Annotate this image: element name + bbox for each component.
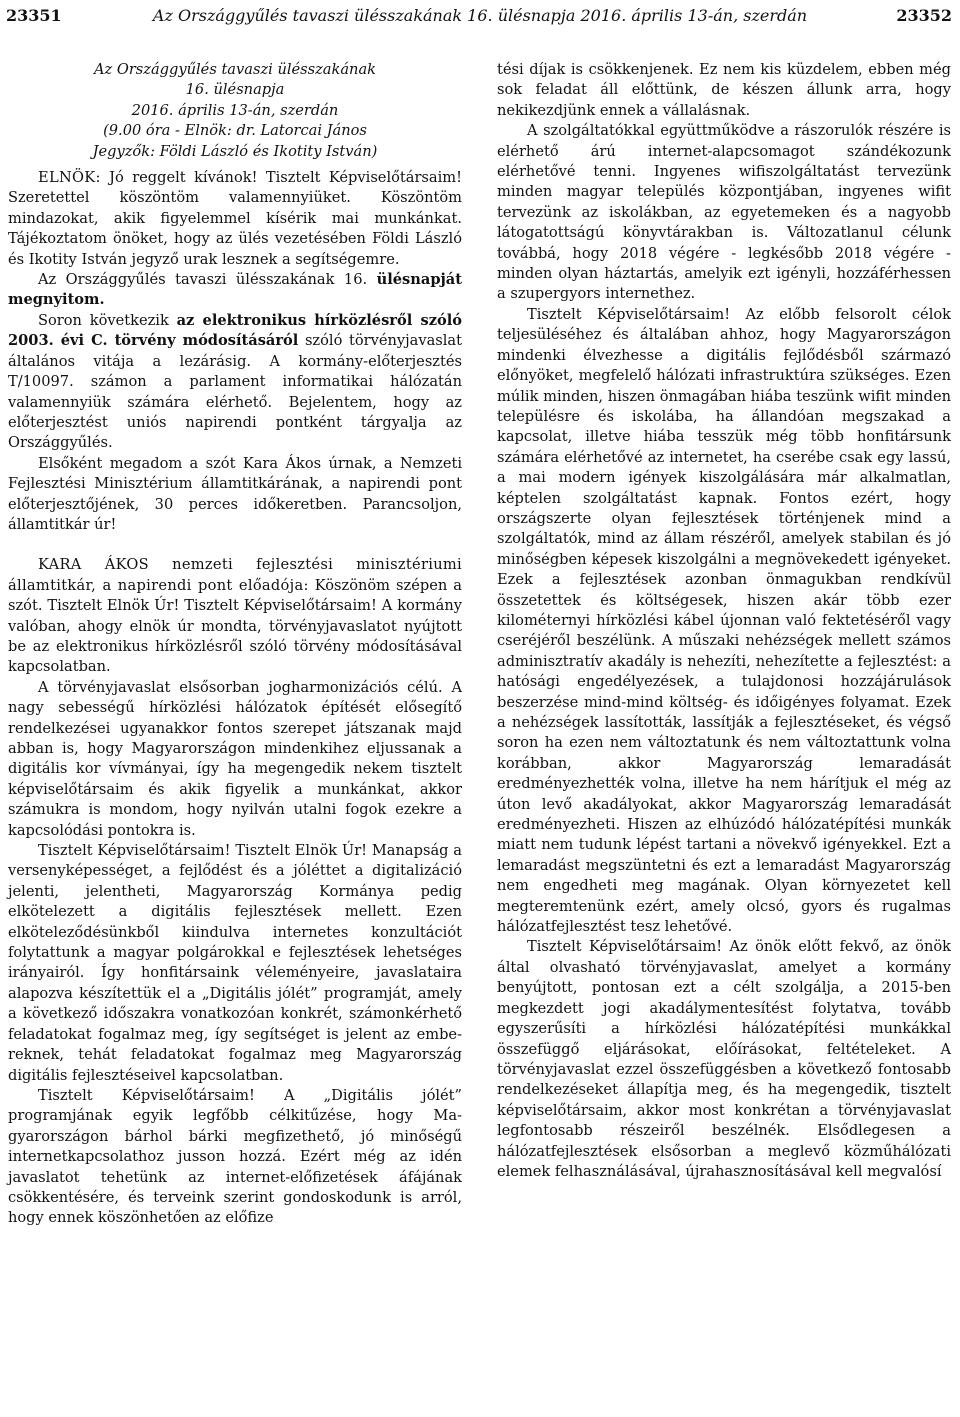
- paragraph-text: szóló törvényjavaslat általános vitája a lezárásig. A kormány-előterjesztés T/10097. számon a parlament informatikai hálózatán valamennyiük számára elérhető. Bejelentem, hogy az előterjesztést uniós napirendi pontként tárgyalja az Országgyűlés.: [8, 332, 463, 452]
- paragraph: A szolgáltatókkal együttműködve a rászorulók részére is elérhető árú internet-alapcsomagot szándékozunk elérhetővé tenni. Ingyenes wifiszolgáltatást tervezünk minden magyar település központjában, ingyenes wifit tervezünk az iskolákban, az egyetemeken és a nagyobb látogatottságú könyvtárakban is. Változatlanul célunk továbbá, hogy 2018 végére - legkésőbb 2018 végére - minden olyan háztartás, amelyik ezt igényli, hozzáférhessen a szupergyors internethez.: [497, 122, 951, 303]
- paragraph-text: Jó reggelt kívánok! Tisztelt Képviselőtársaim! Szeretettel köszöntöm valamennyiüket. Köszöntöm mindazokat, akik figyelemmel kísérik mai munkánkat. Tájékoztatom önöket, hogy az ülés vezetésében Földi László és Ikotity István jegyző urak lesznek a segítségemre.: [8, 169, 462, 268]
- paragraph: Tisztelt Képviselőtársaim! Az önök előtt fekvő, az önök által olvasható törvényjavaslat, amelyet a kormány benyújtott, pontosan ezt a célt szolgálja, a 2015-ben megkezdett jogi akadálymentesítést folytatva, tovább egyszerűsíti a hírközlési hálózatépítési munkákkal összefüggő eljárásokat, előírásokat, feltételeket. A törvényjavaslat ezzel összefüggésben a következő fontosabb rendelkezéseket állapítja meg, és ha megengedik, tisztelt képviselőtársaim, akkor most konkrétan a törvényjavaslat legfontosabb részeiről beszélnék. Elsődlegesen a hálózatfejlesztések elsősorban a meglevő közműhálózati elemek felhasználásával, újrahasznosításával kell megvalósí: [497, 938, 951, 1180]
- agenda-item-title: az elektronikus hírközlésről szóló 2003. évi C. törvény módosításáról: [8, 311, 462, 350]
- paragraph: [8, 555, 462, 677]
- session-heading: [8, 60, 462, 162]
- session-line: Az Országgyűlés tavaszi ülésszakának: [94, 61, 376, 78]
- page-number-right: 23352: [896, 6, 952, 25]
- paragraph: [8, 311, 462, 454]
- session-line: (9.00 óra - Elnök: dr. Latorcai János: [103, 122, 367, 140]
- session-line: 2016. április 13-án, szerdán: [131, 101, 339, 119]
- left-column: [8, 60, 462, 1229]
- bold-text: ülésnapját megnyitom.: [8, 271, 462, 309]
- session-line: 16. ülésnapja: [185, 81, 285, 99]
- page-header: [0, 0, 960, 28]
- running-title: Az Országgyűlés tavaszi ülésszakának 16. ülésnapja 2016. április 13-án, szerdán: [152, 6, 808, 25]
- paragraph: Tisztelt Képviselőtársaim! A „Digitális jólét” programjának egyik legfőbb célkitűzése, hogy Magyarországon bárhol bárki megfizethető, jó minőségű internetkapcsolathoz jusson hozzá. Ezért még az idén javaslatot tehetünk az internet-előfizetések áfájának csökkentésére, és terveink szerint gondoskodunk is arról, hogy ennek köszönhetően az előfize: [8, 1086, 462, 1227]
- speaker-label: KARA ÁKOS nemzeti fejlesztési minisztériumi államtitkár, a napirendi pont előadója:: [8, 556, 462, 594]
- paragraph-text: Az Országgyűlés tavaszi ülésszakának 16.: [38, 271, 377, 289]
- right-column: [497, 60, 951, 1182]
- paragraph: [8, 168, 462, 270]
- page-number-left: 23351: [6, 6, 62, 25]
- paragraph: Tisztelt Képviselőtársaim! Az előbb felsorolt célok teljesüléséhez és általában ahhoz, hogy Magyarországon mindenki élvezhesse a digitális fejlődésből származó előnyöket, megfelelő hálózati infrastruktúra szükséges. Ezen múlik minden, hiszen önmagában hiába teszünk wifit minden településre és iskolába, ha állandóan megszakad a kapcsolat, illetve hiába tesszük még több honfitársunk számára elérhetővé az internetet, ha cserébe csak egy lassú, a mai modern igények kiszolgálására már alkalmatlan, képtelen szolgáltatást kapnak. Fontos ezért, hogy országszerte olyan fejlesztések történjenek mind a szolgáltatók, mind az állam részéről, amelyek stabilan és jó minőségben képesek kiszolgálni a megnövekedett igényeket. Ezek a fejlesztések azonban önmagukban rendkívül összetettek és költségesek, hiszen akár több ezer kilométernyi hírközlési kábel újonnan való fektetéséről vagy cseréjéről beszélünk. A műszaki nehézségek mellett számos adminisztratív akadály is nehezíti, nehezítette a fejlesztést: a hatósági engedélyezések, a tulajdonosi hozzájárulások beszerzése mind-mind költség- és időigényes folyamat. Ezek a nehézségek lassították, lassítják a fejlesztéseket, és végső soron ha ezen nem változtatunk és nem változtattunk volna korábban, akkor Magyarország lemaradását eredményezhették volna, illetve ha nem hárítjuk el még az úton levő akadályokat, akkor Magyarország lemaradását eredményezheti. Hiszen az elhúzódó hálózatépítési munkák miatt nem tudunk lépést tartani a növekvő igényekkel. Ezt a lemaradást megszüntetni és ezt a lemaradást Magyarország nem engedheti meg magának. Olyan környezetet kell megteremtenünk ezért, amely olcsó, gyors és rugalmas hálózatfejlesztést tesz lehetővé.: [497, 305, 951, 936]
- paragraph: tési díjak is csökkenjenek. Ez nem kis küzdelem, ebben még sok feladat áll előttünk, de készen állunk arra, hogy nekikezdjünk ennek a vállalásnak.: [497, 61, 951, 119]
- paragraph: [8, 270, 462, 311]
- paragraph: Tisztelt Képviselőtársaim! Tisztelt Elnök Úr! Manapság a versenyképességet, a fejlődést és a jóléttet a digitalizáció jelenti, jelentheti, Magyarország Kormánya pedig elkötelezett a digitális fejlesztések mellett. Ezen elköteleződésünkből kiindulva internetes konzultációt folytattunk a magyar polgárokkal e fejlesztések lehetséges irányairól. Így honfitársaink véleményeire, javaslataira alapozva készítettük el a „Digitális jólét” programját, amely a következő időszakra vonatkozóan konkrét, számonkérhető feladatokat fogalmaz meg, így segítséget is jelent az embereknek, tehát feladatokat fogalmaz meg Magyarország digitális fejlesztéseivel kapcsolatban.: [8, 842, 462, 1084]
- paragraph-text: Soron következik: [38, 311, 177, 329]
- paragraph-text: Köszönöm szépen a szót. Tisztelt Elnök Úr! Tisztelt Képviselőtársaim! A kormány valóban, ahogy elnök úr mondta, törvényjavaslatot nyújtott be az elektronikus hírközlésről szóló törvény módosításával kapcsolatban.: [8, 576, 462, 676]
- session-line: Jegyzők: Földi László és Ikotity István): [92, 142, 378, 160]
- speaker-label: ELNÖK:: [38, 169, 101, 187]
- paragraph: Elsőként megadom a szót Kara Ákos úrnak, a Nemzeti Fejlesztési Minisztérium államtitkárának, a napirendi pont előterjesztőjének, 30 perces időkeretben. Parancsoljon, államtitkár úr!: [8, 454, 462, 533]
- paragraph: A törvényjavaslat elsősorban jogharmonizációs célú. A nagy sebességű hírközlési hálózatok építését elősegítő rendelkezései ugyanakkor fontos szerepet játszanak majd abban is, hogy Magyarországon mindenkihez eljussanak a digitális kor vívmányai, így ha megengedik nekem tisztelt képviselőtársaim és akik figyelik a munkánkat, akkor számukra is mondom, hogy nyilván utalni fogok ezekre a kapcsolódási pontokra is.: [8, 678, 462, 839]
